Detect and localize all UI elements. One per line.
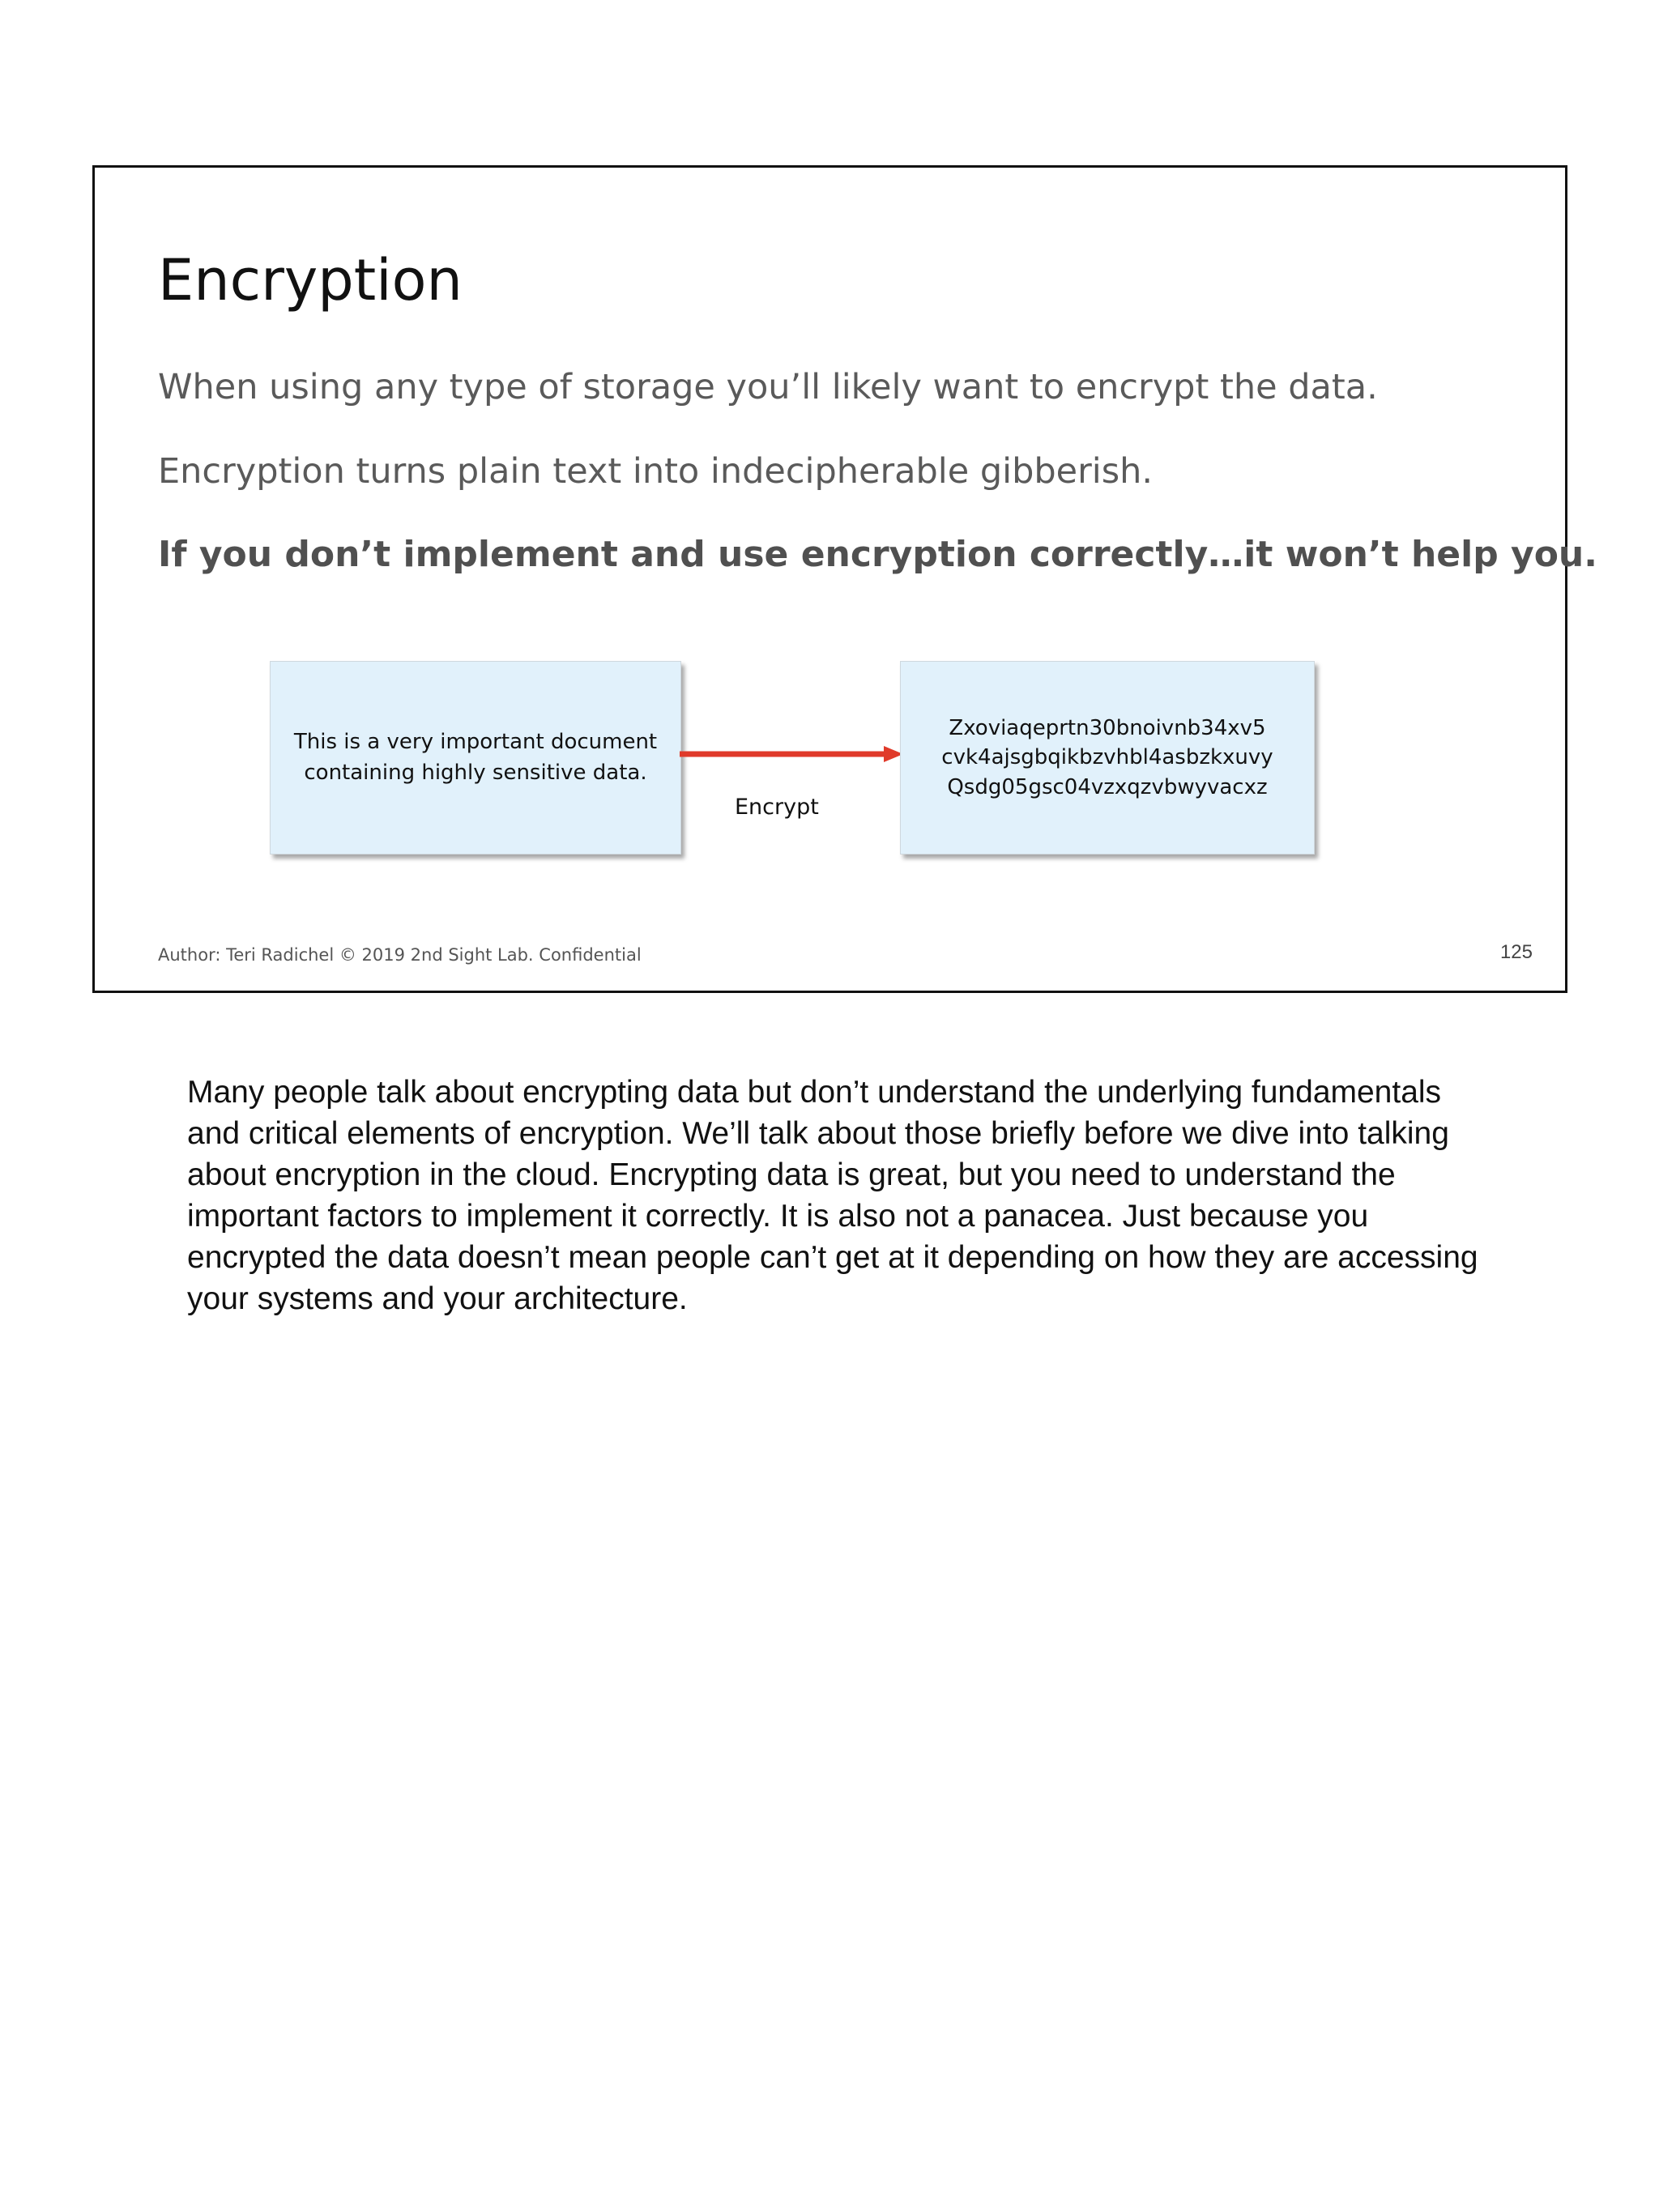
plaintext-line: This is a very important document xyxy=(293,729,658,754)
plaintext-line: containing highly sensitive data. xyxy=(304,760,647,785)
slide xyxy=(92,165,1597,993)
bullet-storage-encryption: When using any type of storage you’ll likely want to encrypt the data. xyxy=(158,367,1378,407)
slide-footer-author: Author: Teri Radichel © 2019 2nd Sight Lab. Confidential xyxy=(158,945,642,965)
encrypt-arrow-icon xyxy=(680,744,903,764)
plaintext-box xyxy=(270,661,681,855)
ciphertext-line: cvk4ajsgbqikbzvhbl4asbzkxuvy xyxy=(941,745,1273,770)
slide-title: Encryption xyxy=(158,247,463,313)
ciphertext-box xyxy=(900,661,1315,855)
speaker-notes: Many people talk about encrypting data but don’t understand the underlying fundamentals and critical elements of encryption. We’ll talk about those briefly before we dive into talking about encryption in the cloud. Encrypting data is great, but you need to understand the important factors to implement it correctly. It is also not a panacea. Just because you encrypted the data doesn’t mean people can’t get at it depending on how they are accessing your systems and your architecture. xyxy=(187,1075,1478,1316)
encrypt-label: Encrypt xyxy=(735,795,819,820)
ciphertext-line: Zxoviaqeprtn30bnoivnb34xv5 xyxy=(949,715,1266,740)
slide-page-number: 125 xyxy=(1499,941,1533,963)
bullet-warning: If you don’t implement and use encryption correctly…it won’t help you. xyxy=(158,534,1597,575)
bullet-gibberish: Encryption turns plain text into indecipherable gibberish. xyxy=(158,451,1154,492)
ciphertext-line: Qsdg05gsc04vzxqzvbwyvacxz xyxy=(947,774,1268,799)
